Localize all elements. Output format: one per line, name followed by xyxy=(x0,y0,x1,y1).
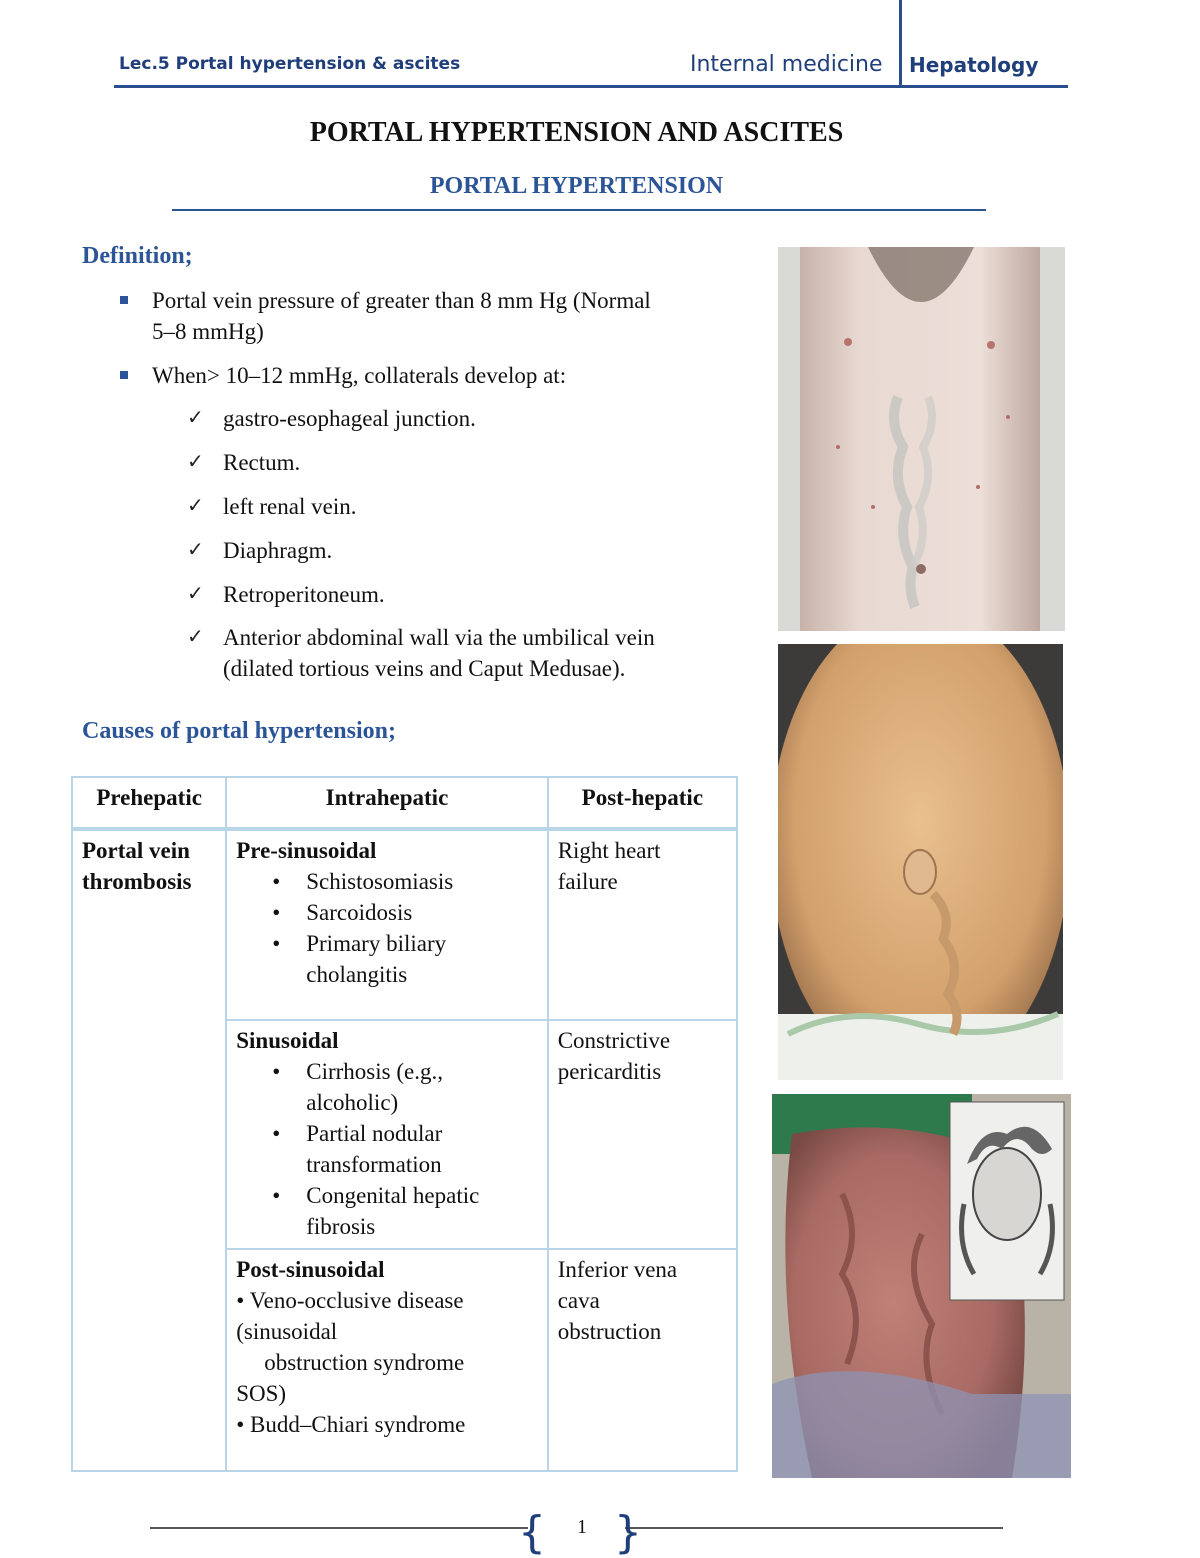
collateral-site-line-2: (dilated tortious veins and Caput Medusae). xyxy=(223,656,626,681)
post-hepatic-line: Constrictive xyxy=(557,1028,671,1053)
collateral-site: Rectum. xyxy=(223,450,301,475)
section-rule xyxy=(172,209,986,211)
list-item: • Primary biliary cholangitis xyxy=(306,928,538,990)
dilated-abdominal-veins-photo xyxy=(772,1094,1071,1478)
list-item: • Congenital hepatic fibrosis xyxy=(306,1180,538,1242)
definition-heading: Definition; xyxy=(82,243,193,269)
checkmark-icon: ✓ xyxy=(187,493,204,517)
page-number: 1 xyxy=(577,1516,587,1538)
caput-medusae-photo xyxy=(778,644,1063,1080)
checkmark-icon: ✓ xyxy=(187,405,204,429)
column-header-post-hepatic: Post-hepatic xyxy=(548,777,737,829)
prehepatic-cell xyxy=(72,829,226,1471)
collateral-site: Diaphragm. xyxy=(223,538,333,563)
post-sinusoidal-line: (sinusoidal xyxy=(236,1319,338,1344)
post-hepatic-line: Right heart xyxy=(557,838,661,863)
prehepatic-line: Portal vein xyxy=(82,838,190,863)
header-course: Internal medicine xyxy=(690,52,883,77)
causes-table xyxy=(71,776,738,1472)
collateral-site: gastro-esophageal junction. xyxy=(223,406,476,431)
section-title: PORTAL HYPERTENSION xyxy=(429,173,724,199)
checkmark-icon: ✓ xyxy=(187,537,204,561)
post-sinusoidal-line: SOS) xyxy=(236,1381,287,1406)
list-item: • Cirrhosis (e.g., alcoholic) xyxy=(306,1056,538,1118)
collateral-site: Retroperitoneum. xyxy=(223,582,385,607)
post-hepatic-line: obstruction xyxy=(557,1319,662,1344)
checkmark-icon: ✓ xyxy=(187,624,204,648)
pre-sinusoidal-list xyxy=(236,866,538,990)
header-lecture-title: Lec.5 Portal hypertension & ascites xyxy=(119,54,461,74)
header-rule xyxy=(114,85,1068,88)
page-title: PORTAL HYPERTENSION AND ASCITES xyxy=(309,117,844,148)
square-bullet-icon xyxy=(120,296,128,304)
collateral-site: left renal vein. xyxy=(223,494,357,519)
sinusoidal-title: Sinusoidal xyxy=(236,1028,339,1053)
table-header-row xyxy=(72,777,737,829)
square-bullet-icon xyxy=(120,371,128,379)
post-hepatic-line: Inferior vena xyxy=(557,1257,678,1282)
post-sinusoidal-line: • Budd–Chiari syndrome xyxy=(236,1412,466,1437)
post-sinusoidal-cell xyxy=(226,1249,547,1471)
header-section: Hepatology xyxy=(909,53,1039,77)
definition-bullet-2: When> 10–12 mmHg, collaterals develop at: xyxy=(152,363,567,388)
pre-sinusoidal-cell xyxy=(226,829,547,1020)
pre-sinusoidal-title: Pre-sinusoidal xyxy=(236,838,377,863)
footer-rule-right xyxy=(625,1527,1003,1529)
sinusoidal-list xyxy=(236,1056,538,1242)
post-hepatic-line: cava xyxy=(557,1288,600,1313)
header-divider xyxy=(899,0,902,88)
post-sinusoidal-line: • Veno-occlusive disease xyxy=(236,1288,464,1313)
collateral-site-line-1: Anterior abdominal wall via the umbilical vein xyxy=(223,625,655,650)
column-header-intrahepatic: Intrahepatic xyxy=(226,777,547,829)
list-item: • Partial nodular transformation xyxy=(306,1118,538,1180)
checkmark-icon: ✓ xyxy=(187,581,204,605)
post-hepatic-line: failure xyxy=(557,869,618,894)
sinusoidal-cell xyxy=(226,1020,547,1249)
definition-bullet-1 xyxy=(152,285,762,347)
table-row xyxy=(72,829,737,1020)
abdominal-wall-veins-photo xyxy=(778,247,1065,631)
footer-brace-left-icon: { xyxy=(518,1507,546,1558)
post-sinusoidal-line: obstruction syndrome xyxy=(264,1350,465,1375)
post-hepatic-cell xyxy=(548,1020,737,1249)
list-item: • Sarcoidosis xyxy=(306,897,538,928)
checkmark-icon: ✓ xyxy=(187,449,204,473)
post-hepatic-line: pericarditis xyxy=(557,1059,662,1084)
footer-brace-right-icon: } xyxy=(614,1507,642,1558)
causes-heading: Causes of portal hypertension; xyxy=(82,718,397,744)
post-sinusoidal-title: Post-sinusoidal xyxy=(236,1257,385,1282)
post-hepatic-cell xyxy=(548,1249,737,1471)
post-hepatic-cell xyxy=(548,829,737,1020)
bullet-1-line-2: 5–8 mmHg) xyxy=(152,319,264,344)
bullet-1-line-1: Portal vein pressure of greater than 8 mm Hg (Normal xyxy=(152,288,651,313)
footer-rule-left xyxy=(150,1527,528,1529)
collateral-site xyxy=(223,622,763,684)
list-item: • Schistosomiasis xyxy=(306,866,538,897)
column-header-prehepatic: Prehepatic xyxy=(72,777,226,829)
prehepatic-line: thrombosis xyxy=(82,869,192,894)
